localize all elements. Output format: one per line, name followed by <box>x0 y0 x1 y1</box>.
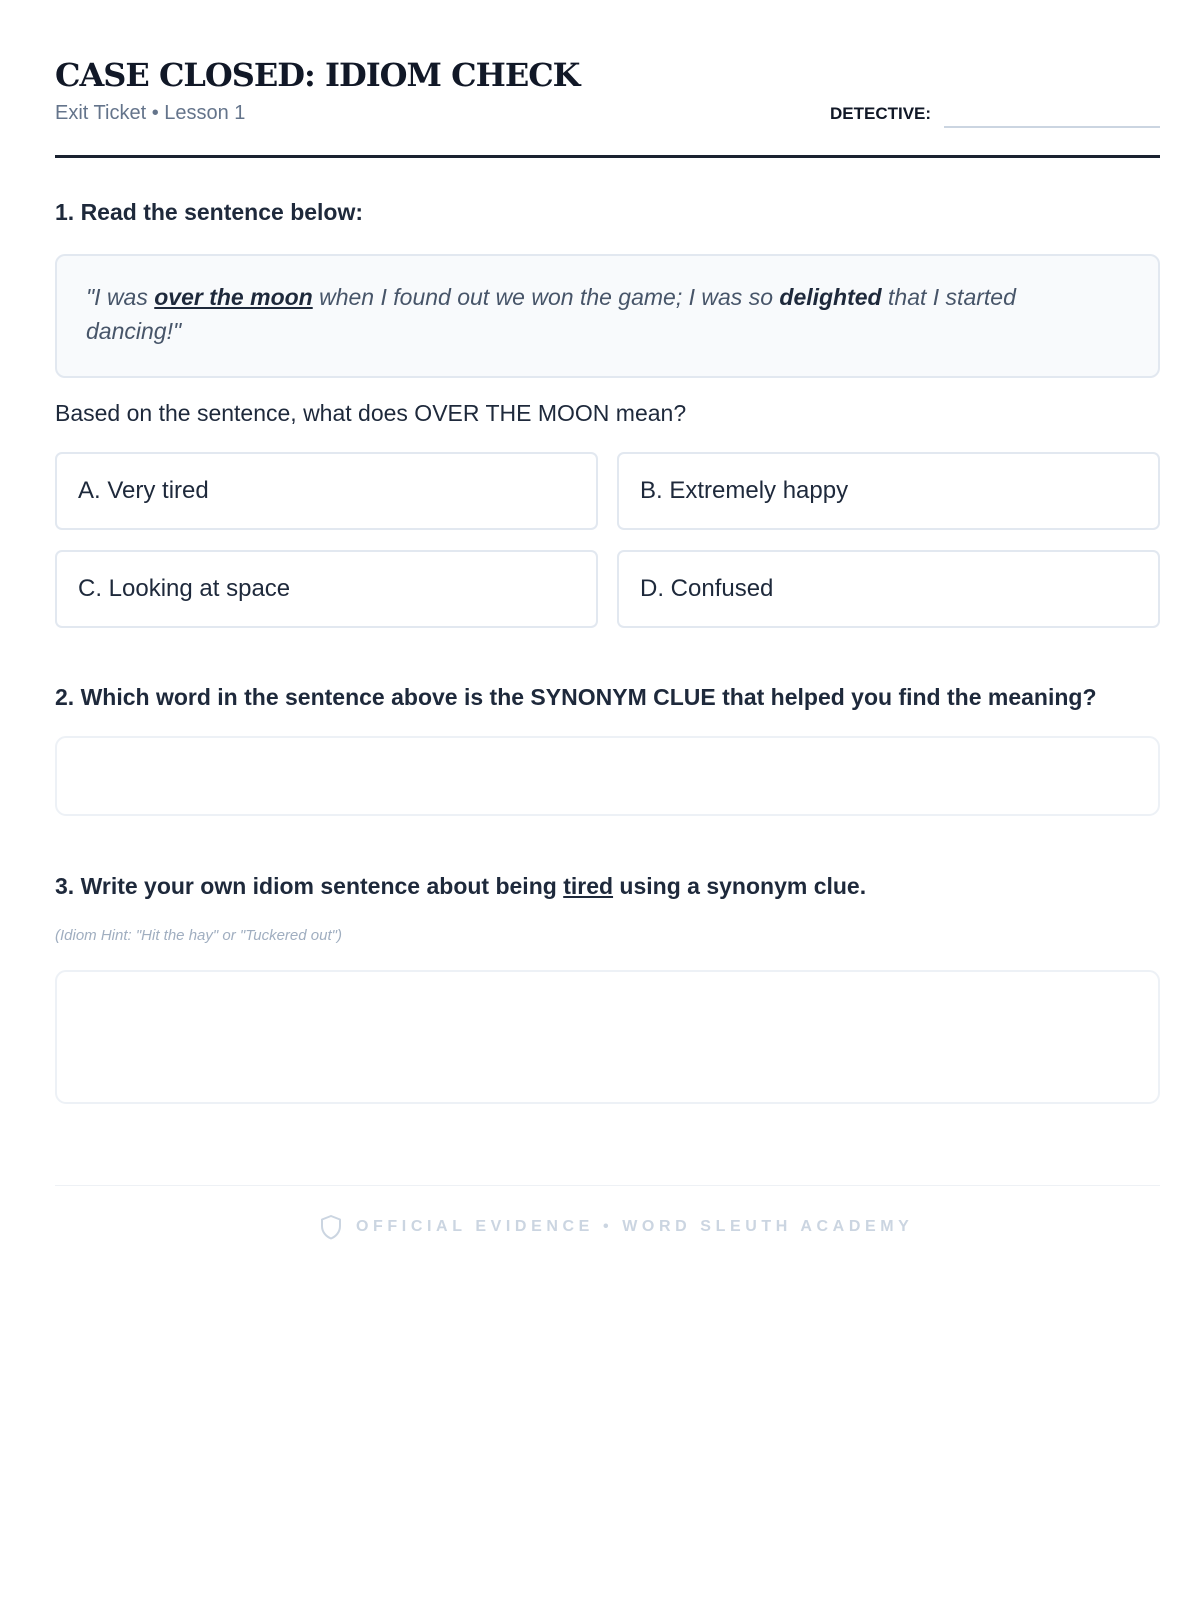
option-d[interactable]: D. Confused <box>617 550 1160 628</box>
option-a[interactable]: A. Very tired <box>55 452 598 530</box>
question-1-label: 1. Read the sentence below: <box>55 199 364 225</box>
quote-idiom: over the moon <box>154 284 313 310</box>
footer-text: OFFICIAL EVIDENCE • WORD SLEUTH ACADEMY <box>356 1218 914 1235</box>
question-1-prompt: Based on the sentence, what does OVER THE MOON mean? <box>55 400 687 426</box>
quote-open: "I was <box>86 284 155 310</box>
detective-name-field[interactable] <box>944 126 1160 128</box>
detective-label: DETECTIVE: <box>830 104 932 123</box>
page-title: CASE CLOSED: IDIOM CHECK <box>55 56 580 94</box>
footer-divider <box>55 1185 1160 1186</box>
question-3-label-start: 3. Write your own idiom sentence about being <box>55 873 564 899</box>
question-3-answer-field[interactable] <box>55 970 1160 1104</box>
quote-box <box>55 254 1160 378</box>
question-3-label <box>55 873 866 900</box>
header-divider <box>55 155 1160 158</box>
question-2-answer-field[interactable] <box>55 736 1160 816</box>
footer <box>320 1212 913 1242</box>
quote-text <box>86 280 1116 348</box>
option-c[interactable]: C. Looking at space <box>55 550 598 628</box>
question-2-label: 2. Which word in the sentence above is the SYNONYM CLUE that helped you find the meaning? <box>55 684 1097 710</box>
question-3-keyword: tired <box>563 873 614 899</box>
quote-clue-word: delighted <box>779 284 882 310</box>
quote-end: that I started dancing!" <box>86 284 1016 344</box>
option-b[interactable]: B. Extremely happy <box>617 452 1160 530</box>
quote-middle: when I found out we won the game; I was so <box>312 284 780 310</box>
page-subtitle: Exit Ticket • Lesson 1 <box>55 102 246 124</box>
idiom-hint: (Idiom Hint: "Hit the hay" or "Tuckered out") <box>55 927 342 944</box>
shield-icon <box>320 1214 342 1240</box>
question-3-label-end: using a synonym clue. <box>613 873 867 899</box>
